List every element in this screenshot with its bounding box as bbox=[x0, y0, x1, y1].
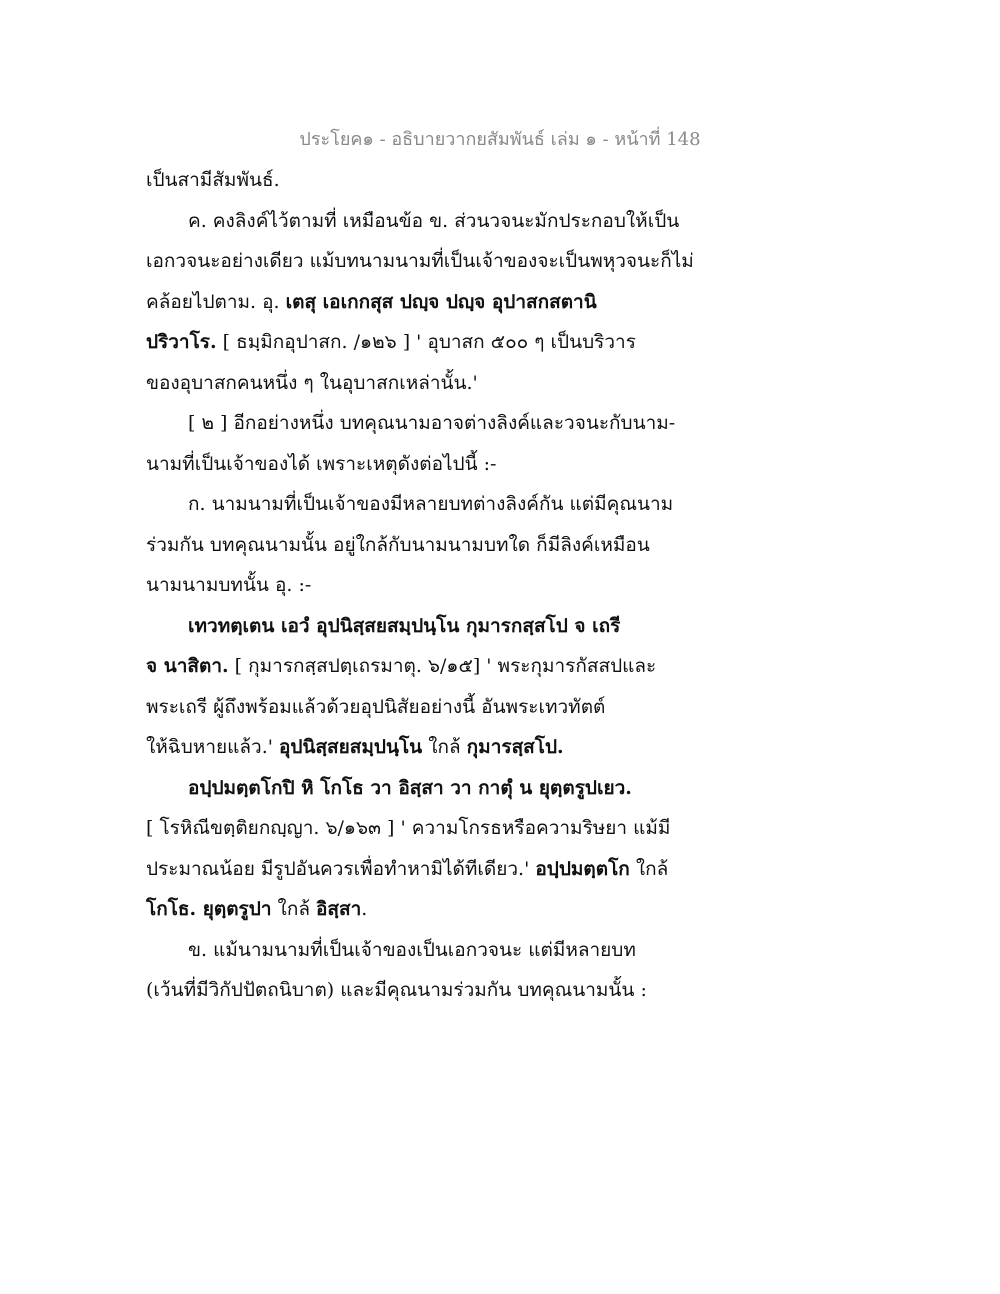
text-line bbox=[146, 727, 706, 768]
text-segment: . bbox=[361, 898, 368, 920]
text-line bbox=[146, 970, 706, 1011]
text-segment: ของอุบาสกคนหนึ่ง ๆ ในอุบาสกเหล่านั้น.' bbox=[146, 371, 478, 394]
text-segment: ใกล้ bbox=[629, 857, 669, 880]
text-segment: คล้อยไปตาม. อุ. bbox=[146, 290, 286, 313]
text-segment: [ กุมารกสฺสปตฺเถรมาตุ. ๖/๑๕] ' พระกุมารกัสสปและ bbox=[228, 655, 657, 677]
text-segment: ค. คงลิงค์ไว้ตามที่ เหมือนข้อ ข. ส่วนวจนะมักประกอบให้เป็น bbox=[188, 209, 680, 232]
bold-text: อปฺปมตฺตโก bbox=[535, 857, 630, 880]
text-line bbox=[146, 768, 706, 809]
text-segment: ประมาณน้อย มีรูปอันควรเพื่อทำหามิได้ทีเดียว.' bbox=[146, 857, 536, 880]
bold-text: อุปนิสฺสยสมฺปนฺโน bbox=[279, 736, 423, 758]
text-segment: เป็นสามีสัมพันธ์. bbox=[146, 169, 280, 191]
text-line bbox=[146, 646, 706, 687]
text-segment: [ ๒ ] อีกอย่างหนึ่ง บทคุณนามอาจต่างลิงค์และวจนะกับนาม- bbox=[188, 412, 676, 434]
text-segment: ก. นามนามที่เป็นเจ้าของมีหลายบทต่างลิงค์กัน แต่มีคุณนาม bbox=[188, 493, 674, 515]
text-segment: [ โรหิณีขตฺติยกญฺญา. ๖/๑๖๓ ] ' ความโกรธหรือความริษยา แม้มี bbox=[146, 817, 671, 839]
bold-text: อปฺปมตฺตโกปิ หิ โกโธ วา อิสฺสา วา กาตุํ น ยุตฺตรูปเยว. bbox=[188, 776, 632, 799]
text-line bbox=[146, 201, 706, 242]
bold-text: โกโธ. ยุตฺตรูปา bbox=[146, 898, 272, 920]
text-segment: นามนามบทนั้น อุ. :- bbox=[146, 574, 312, 596]
text-line bbox=[146, 282, 706, 323]
text-segment: เอกวจนะอย่างเดียว แม้บทนามนามที่เป็นเจ้าของจะเป็นพหุวจนะก็ไม่ bbox=[146, 250, 694, 272]
bold-text: เตสุ เอเกกสุส ปญฺจ ปญฺจ อุปาสกสตานิ bbox=[285, 290, 597, 313]
text-line bbox=[146, 930, 706, 971]
text-line bbox=[146, 808, 706, 849]
text-line bbox=[146, 606, 706, 647]
text-line bbox=[146, 687, 706, 728]
text-segment: ใกล้ bbox=[422, 736, 467, 758]
text-line bbox=[146, 403, 706, 444]
text-line bbox=[146, 849, 706, 890]
page-header: ประโยค๑ - อธิบายวากยสัมพันธ์ เล่ม ๑ - หน้าที่ 148 bbox=[299, 129, 701, 150]
text-line bbox=[146, 525, 706, 566]
text-segment: ร่วมกัน บทคุณนามนั้น อยู่ใกล้กับนามนามบทใด ก็มีลิงค์เหมือน bbox=[146, 533, 650, 556]
text-line bbox=[146, 565, 706, 606]
text-line bbox=[146, 889, 706, 930]
text-line bbox=[146, 444, 706, 485]
text-line bbox=[146, 363, 706, 404]
document-body bbox=[146, 160, 706, 1011]
text-segment: [ ธมฺมิกอุปาสก. /๑๒๖ ] ' อุบาสก ๕๐๐ ๆ เป็นบริวาร bbox=[216, 331, 636, 353]
bold-text: กุมารสฺสโป. bbox=[466, 736, 564, 758]
text-line bbox=[146, 160, 706, 201]
bold-text: ปริวาโร. bbox=[146, 331, 217, 353]
bold-text: จ นาสิตา. bbox=[146, 655, 229, 677]
text-line bbox=[146, 484, 706, 525]
text-segment: พระเถรี ผู้ถึงพร้อมแล้วด้วยอุปนิสัยอย่างนี้ อันพระเทวทัตต์ bbox=[146, 695, 606, 718]
text-segment: ข. แม้นามนามที่เป็นเจ้าของเป็นเอกวจนะ แต่มีหลายบท bbox=[188, 938, 636, 961]
text-segment: (เว้นที่มีวิกัปปัตถนิบาต) และมีคุณนามร่วมกัน บทคุณนามนั้น : bbox=[146, 979, 647, 1001]
text-segment: นามที่เป็นเจ้าของได้ เพราะเหตุดังต่อไปนี้ :- bbox=[146, 452, 497, 475]
text-segment: ใกล้ bbox=[271, 898, 317, 920]
bold-text: อิสฺสา bbox=[316, 898, 362, 920]
text-line bbox=[146, 322, 706, 363]
text-line bbox=[146, 241, 706, 282]
bold-text: เทวทตฺเตน เอวํ อุปนิสฺสยสมฺปนฺโน กุมารกสฺสโป จ เถรี bbox=[188, 614, 621, 637]
text-segment: ให้ฉิบหายแล้ว.' bbox=[146, 736, 279, 758]
